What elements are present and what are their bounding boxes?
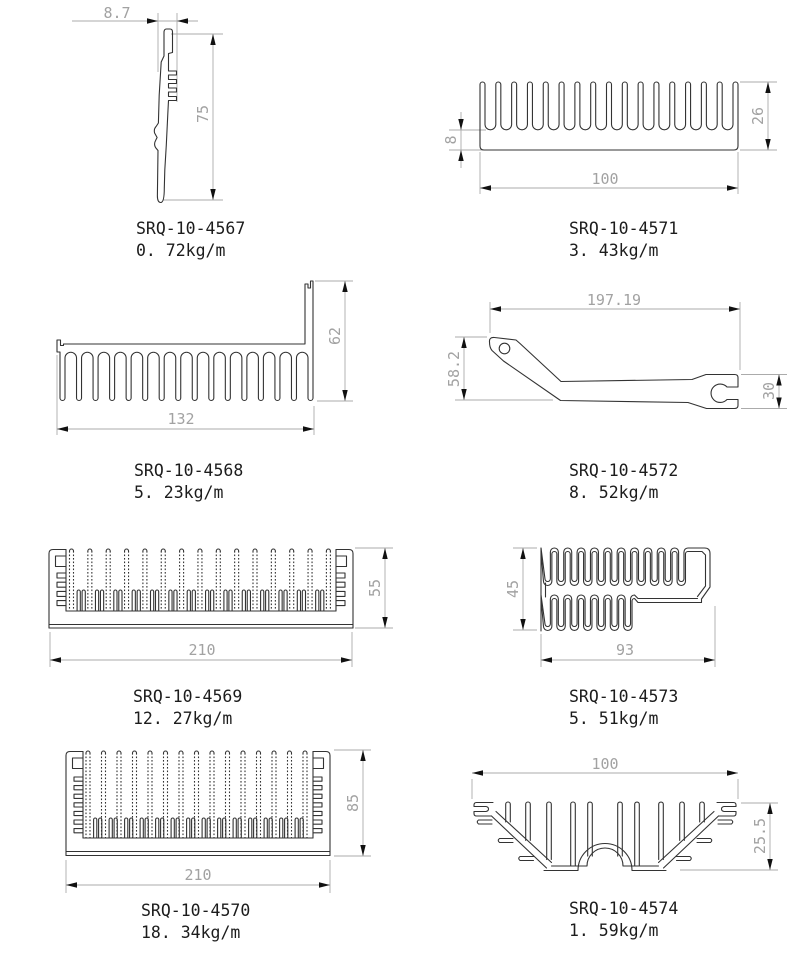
profile-outline xyxy=(156,590,159,611)
profile-outline xyxy=(210,751,214,753)
profile-outline xyxy=(49,550,66,629)
weight: 5. 51kg/m xyxy=(569,709,659,728)
profile-outline xyxy=(264,818,267,838)
profile-outline xyxy=(88,549,92,551)
weight: 12. 27kg/m xyxy=(133,709,233,728)
profile-outline xyxy=(70,549,74,551)
part-number: SRQ-10-4574 xyxy=(569,899,679,918)
profile-outline xyxy=(140,818,143,838)
dimension-arrow xyxy=(360,750,365,761)
profile-hole xyxy=(499,343,510,354)
profile-outline xyxy=(95,590,98,611)
profile-outline xyxy=(171,818,174,838)
profile-outline xyxy=(73,758,84,769)
part-number: SRQ-10-4569 xyxy=(133,687,243,706)
profile-outline xyxy=(477,820,492,824)
cell-srq-10-4569 xyxy=(133,579,384,728)
profile-outline xyxy=(271,549,275,551)
profile-outline xyxy=(195,751,199,753)
dimension-arrow xyxy=(541,657,552,662)
profile-outline xyxy=(179,751,183,753)
dim-width: 210 xyxy=(188,641,216,659)
profile-outline xyxy=(279,590,282,611)
dimension-arrow xyxy=(342,390,347,401)
dimension-arrow xyxy=(765,82,770,93)
profile-outline xyxy=(148,751,152,753)
profile-outline xyxy=(109,818,112,838)
profile-outline xyxy=(74,803,83,807)
cell-srq-10-4574 xyxy=(569,755,769,940)
part-number: SRQ-10-4570 xyxy=(141,901,251,920)
dimension-arrow xyxy=(341,657,352,662)
profile-outline xyxy=(137,590,140,611)
profile-outline xyxy=(336,556,347,567)
profile-outline xyxy=(313,803,322,807)
profile-outline xyxy=(86,751,90,753)
profile-outline xyxy=(192,590,195,611)
cell-srq-10-4570 xyxy=(141,794,362,942)
weight: 8. 52kg/m xyxy=(569,483,659,502)
profile-outline xyxy=(302,590,305,611)
dimension-arrow xyxy=(382,617,387,628)
profile-outline xyxy=(280,818,283,838)
dim-height: 85 xyxy=(344,793,362,813)
dim-width: 8.7 xyxy=(103,4,131,22)
profile-outline xyxy=(56,556,67,567)
profile-outline xyxy=(151,590,154,611)
part-number: SRQ-10-4567 xyxy=(136,219,246,238)
dim-height: 62 xyxy=(326,326,344,346)
profile-outline xyxy=(202,818,205,838)
profile-outline xyxy=(677,857,692,861)
profile-outline xyxy=(187,818,190,838)
cell-srq-10-4572 xyxy=(445,291,778,502)
dimension-arrow xyxy=(319,882,330,887)
dim-base: 8 xyxy=(442,135,460,145)
profile-outline xyxy=(697,839,712,843)
profile-outline xyxy=(700,802,705,822)
profile-outline xyxy=(187,590,190,611)
profile-outline xyxy=(284,590,287,611)
profile-outline xyxy=(249,818,252,838)
weight: 5. 23kg/m xyxy=(134,483,224,502)
dim-height: 26 xyxy=(749,106,767,126)
profile-outline xyxy=(119,590,122,611)
profile-outline xyxy=(74,829,83,833)
profile-outline xyxy=(77,590,80,611)
dimension-graphics xyxy=(50,13,787,893)
dimension-arrow xyxy=(727,185,738,190)
dim-height: 58.2 xyxy=(445,350,463,388)
profile-outline xyxy=(241,751,245,753)
profile-outline xyxy=(206,590,209,611)
dimension-arrow xyxy=(490,306,501,311)
profile-outline xyxy=(94,818,97,838)
dim-width: 100 xyxy=(591,755,619,773)
weight: 3. 43kg/m xyxy=(569,241,659,260)
profile-outline xyxy=(547,802,552,859)
dimension-arrow xyxy=(342,281,347,292)
weight: 1. 59kg/m xyxy=(569,921,659,940)
profile-outline xyxy=(156,818,159,838)
profile-outline xyxy=(489,337,738,408)
profile-outline xyxy=(321,590,324,611)
dimension-arrow xyxy=(727,770,738,775)
weight: 18. 34kg/m xyxy=(141,923,241,942)
dimension-arrow xyxy=(458,150,463,161)
profile-outline xyxy=(235,549,239,551)
profile-outline xyxy=(635,802,640,866)
profile-outline xyxy=(253,549,257,551)
profile-outline xyxy=(717,803,736,817)
dim-width: 210 xyxy=(184,866,212,884)
profile-outline xyxy=(74,820,83,824)
profile-outline xyxy=(313,758,324,769)
dim-height: 55 xyxy=(366,578,384,598)
profile-outline xyxy=(57,281,313,401)
profile-outline xyxy=(164,751,168,753)
dim-height: 45 xyxy=(504,579,522,599)
profile-outline xyxy=(272,751,276,753)
profile-outline xyxy=(226,751,230,753)
profile-outline xyxy=(313,786,322,790)
profile-outline xyxy=(336,582,345,587)
dim-length: 197.19 xyxy=(586,291,642,309)
profile-outline xyxy=(233,818,236,838)
dimension-arrow xyxy=(520,619,525,630)
dimension-arrow xyxy=(66,882,77,887)
dimension-arrow xyxy=(303,426,314,431)
dimension-arrow xyxy=(767,803,772,814)
profile-outline xyxy=(659,802,664,859)
dimension-arrow xyxy=(729,306,740,311)
profile-outline xyxy=(74,794,83,798)
profile-outline xyxy=(57,591,66,596)
profile-outline xyxy=(106,549,110,551)
profile-outline xyxy=(169,590,172,611)
profile-outline xyxy=(303,751,307,753)
profile-outline xyxy=(552,848,659,866)
profile-outline xyxy=(313,811,322,815)
profile-outline xyxy=(718,820,733,824)
profile-outline xyxy=(114,590,117,611)
profile-outline xyxy=(74,811,83,815)
dim-end-height: 30 xyxy=(760,381,778,401)
profile-outline xyxy=(288,751,292,753)
dimension-arrow xyxy=(765,139,770,150)
profile-outline xyxy=(174,590,177,611)
profile-outline xyxy=(326,549,330,551)
dimension-arrow xyxy=(704,657,715,662)
profile-outline xyxy=(480,82,738,150)
dim-width: 93 xyxy=(615,641,635,659)
dimension-arrow xyxy=(767,859,772,870)
profile-outline xyxy=(295,818,298,838)
profile-outline xyxy=(74,777,83,781)
dimension-arrow xyxy=(458,119,463,130)
profile-outline xyxy=(680,802,685,840)
profile-outline xyxy=(336,601,345,606)
profile-outline xyxy=(519,857,534,861)
dimension-arrow xyxy=(50,657,61,662)
part-number: SRQ-10-4568 xyxy=(134,461,244,480)
profile-outline xyxy=(498,839,513,843)
dim-height: 75 xyxy=(194,104,212,124)
dimension-arrow xyxy=(461,389,466,400)
cell-srq-10-4567 xyxy=(103,4,245,260)
profile-outline xyxy=(526,802,531,840)
profile-outline xyxy=(261,590,264,611)
profile-outline xyxy=(506,802,511,822)
dim-width: 100 xyxy=(591,170,619,188)
profile-outline xyxy=(336,591,345,596)
profile-outline xyxy=(474,803,493,817)
profile-outline xyxy=(133,751,137,753)
part-number: SRQ-10-4571 xyxy=(569,219,679,238)
profile-outline xyxy=(82,590,85,611)
dimension-arrow xyxy=(210,34,215,45)
profile-outline xyxy=(571,802,576,866)
profile-outline xyxy=(125,818,128,838)
profile-outline xyxy=(496,812,552,863)
profile-outline xyxy=(57,582,66,587)
profile-outline xyxy=(74,786,83,790)
weight: 0. 72kg/m xyxy=(136,241,226,260)
profile-outline xyxy=(541,548,710,603)
profile-outline xyxy=(659,812,715,863)
profile-outline xyxy=(266,590,269,611)
profile-outline xyxy=(198,549,202,551)
part-number: SRQ-10-4572 xyxy=(569,461,679,480)
dimension-arrow xyxy=(147,18,158,23)
profile-outline xyxy=(180,549,184,551)
profile-outline xyxy=(229,590,232,611)
profile-outline xyxy=(541,552,706,597)
dimension-arrow xyxy=(472,770,483,775)
profile-outline xyxy=(125,549,129,551)
profile-outline xyxy=(313,829,322,833)
dimension-arrow xyxy=(480,185,491,190)
profile-outline xyxy=(290,549,294,551)
profile-graphics xyxy=(49,29,738,871)
dim-width: 132 xyxy=(167,410,195,428)
dimension-arrow xyxy=(210,189,215,200)
profile-outline xyxy=(143,549,147,551)
profile-outline xyxy=(218,818,221,838)
profile-outline xyxy=(102,751,106,753)
profile-outline xyxy=(257,751,261,753)
profile-outline xyxy=(224,590,227,611)
dimension-arrow xyxy=(461,337,466,348)
dimension-arrow xyxy=(382,548,387,559)
profile-outline xyxy=(316,590,319,611)
dimension-arrow xyxy=(177,18,188,23)
profile-outline xyxy=(242,590,245,611)
profile-outline xyxy=(161,549,165,551)
profile-outline xyxy=(541,599,702,631)
profile-outline xyxy=(216,549,220,551)
profile-outline xyxy=(117,751,121,753)
profile-outline xyxy=(211,590,214,611)
dimension-arrow xyxy=(57,426,68,431)
profile-outline xyxy=(313,794,322,798)
part-number: SRQ-10-4573 xyxy=(569,687,679,706)
profile-outline xyxy=(57,573,66,578)
profile-outline xyxy=(308,549,312,551)
dim-height: 25.5 xyxy=(751,817,769,855)
profile-outline xyxy=(247,590,250,611)
dimension-arrow xyxy=(520,548,525,559)
profile-outline xyxy=(313,777,322,781)
profile-outline xyxy=(297,590,300,611)
dimension-arrow xyxy=(360,845,365,856)
profile-outline xyxy=(100,590,103,611)
profile-outline xyxy=(313,820,322,824)
profile-outline xyxy=(336,550,353,629)
profile-outline xyxy=(57,601,66,606)
profile-outline xyxy=(336,573,345,578)
profile-outline xyxy=(132,590,135,611)
